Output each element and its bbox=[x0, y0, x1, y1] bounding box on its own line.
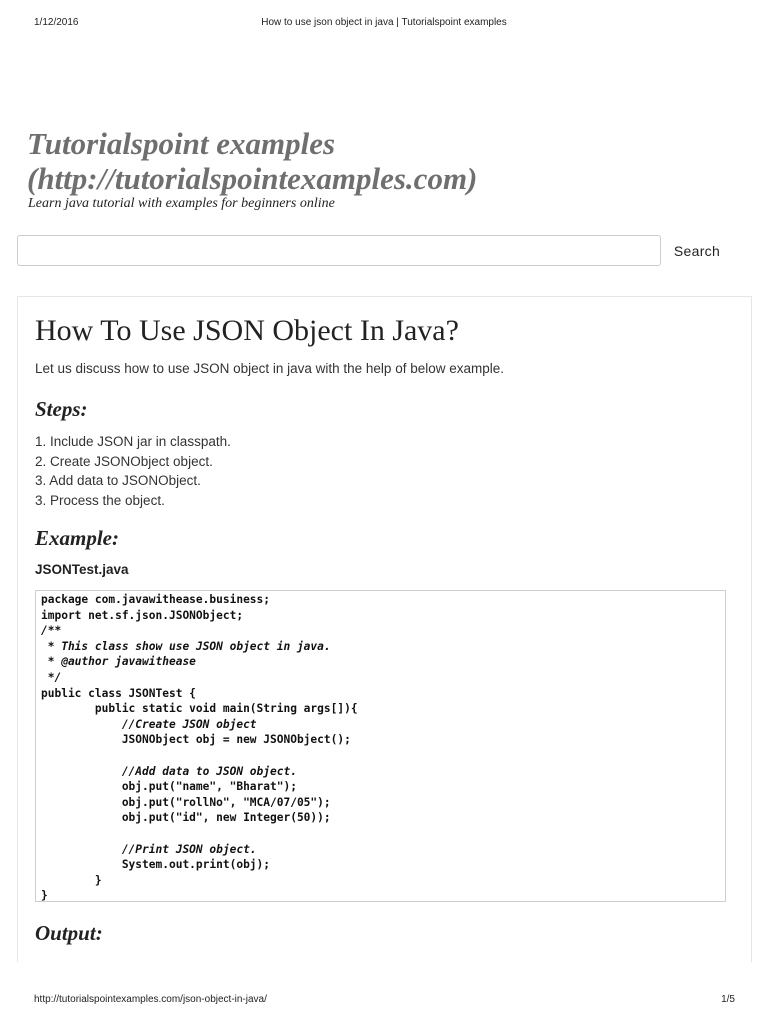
code-line: System.out.print(obj); bbox=[41, 858, 271, 872]
output-heading: Output: bbox=[35, 921, 103, 945]
steps-heading: Steps: bbox=[35, 397, 88, 421]
code-line: * This class show use JSON object in java. bbox=[41, 639, 331, 653]
code-line: obj.put("name", "Bharat"); bbox=[41, 780, 297, 794]
step-item: 3. Add data to JSONObject. bbox=[35, 473, 201, 488]
print-url: http://tutorialspointexamples.com/json-object-in-java/ bbox=[34, 994, 267, 1005]
code-line: package com.javawithease.business; bbox=[41, 593, 271, 606]
site-tagline: Learn java tutorial with examples for beginners online bbox=[28, 196, 335, 211]
search-button[interactable]: Search bbox=[664, 235, 730, 266]
code-line: } bbox=[41, 889, 48, 902]
code-line: obj.put("rollNo", "MCA/07/05"); bbox=[41, 795, 331, 809]
print-page-number: 1/5 bbox=[721, 994, 735, 1005]
step-item: 3. Process the object. bbox=[35, 492, 165, 508]
code-line: //Add data to JSON object. bbox=[41, 764, 297, 778]
steps-list bbox=[35, 432, 231, 510]
code-line: import net.sf.json.JSONObject; bbox=[41, 608, 244, 622]
step-item: 2. Create JSONObject object. bbox=[35, 453, 213, 469]
site-title-link[interactable] bbox=[27, 126, 727, 196]
code-line: JSONObject obj = new JSONObject(); bbox=[41, 733, 351, 747]
search-input[interactable] bbox=[17, 235, 661, 266]
code-line: /** bbox=[41, 624, 62, 638]
code-line: * @author javawithease bbox=[41, 655, 196, 669]
code-line bbox=[41, 748, 720, 764]
code-lines bbox=[41, 591, 720, 902]
code-line: */ bbox=[41, 670, 62, 684]
code-block[interactable] bbox=[35, 590, 726, 902]
site-title-line-2: (http://tutorialspointexamples.com) bbox=[27, 161, 478, 196]
code-line: obj.put("id", new Integer(50)); bbox=[41, 811, 331, 825]
code-line: } bbox=[41, 873, 102, 887]
code-file-name: JSONTest.java bbox=[35, 562, 129, 577]
print-footer bbox=[0, 994, 768, 1008]
site-title-line-1: Tutorialspoint examples bbox=[27, 126, 336, 161]
code-line: //Create JSON object bbox=[41, 717, 257, 731]
print-header bbox=[0, 17, 768, 31]
example-heading: Example: bbox=[35, 526, 119, 550]
code-line: //Print JSON object. bbox=[41, 842, 257, 856]
code-line: public static void main(String args[]){ bbox=[41, 702, 358, 716]
step-item: 1. Include JSON jar in classpath. bbox=[35, 434, 231, 449]
code-line: public class JSONTest { bbox=[41, 686, 196, 700]
code-line bbox=[41, 826, 720, 842]
print-date: 1/12/2016 bbox=[34, 17, 79, 28]
article-title: How To Use JSON Object In Java? bbox=[35, 314, 459, 347]
print-page-title: How to use json object in java | Tutorialspoint examples bbox=[261, 17, 507, 28]
article-intro: Let us discuss how to use JSON object in java with the help of below example. bbox=[35, 361, 504, 376]
